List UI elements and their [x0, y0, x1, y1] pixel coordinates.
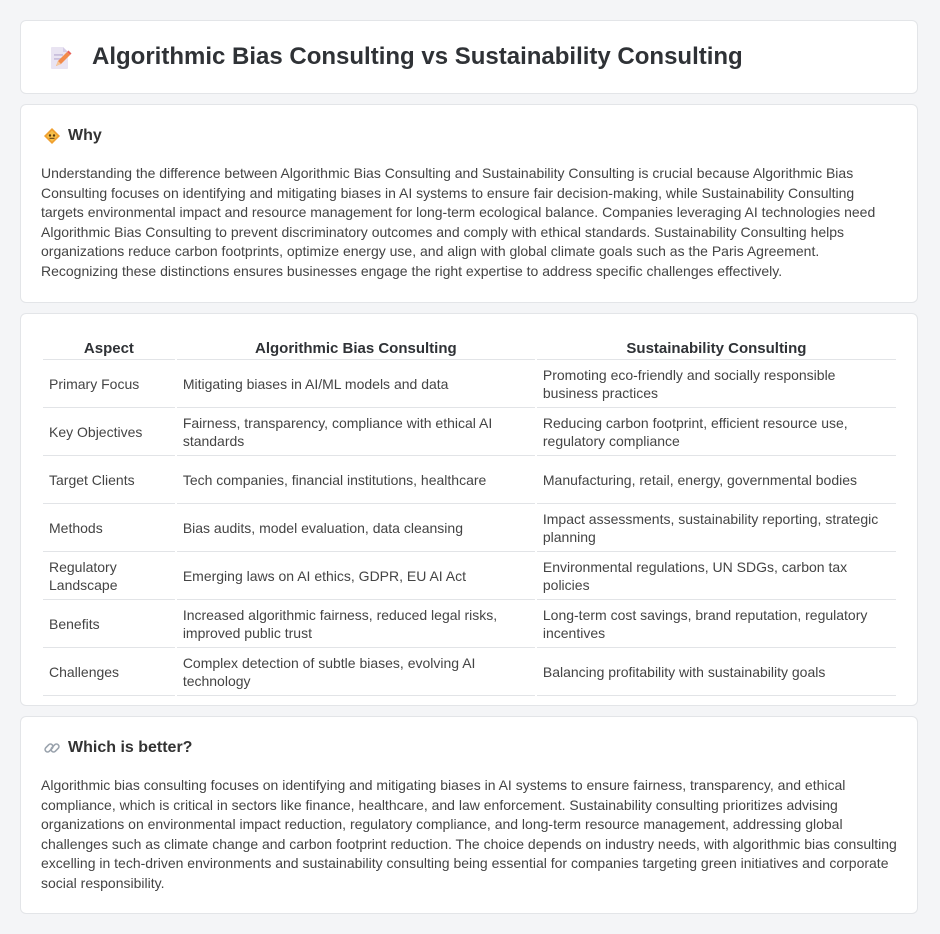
why-header: [43, 125, 102, 147]
aspect-cell: Regulatory Landscape: [43, 552, 175, 600]
table-row: [43, 552, 896, 600]
algorithmic-bias-cell: Tech companies, financial institutions, healthcare: [177, 456, 535, 504]
aspect-cell: Challenges: [43, 648, 175, 696]
sustainability-cell: Impact assessments, sustainability reporting, strategic planning: [537, 504, 896, 552]
which-is-better-heading: Which is better?: [68, 739, 193, 756]
sustainability-cell: Balancing profitability with sustainability goals: [537, 648, 896, 696]
sustainability-cell: Promoting eco-friendly and socially responsible business practices: [537, 360, 896, 408]
sustainability-cell: Reducing carbon footprint, efficient resource use, regulatory compliance: [537, 408, 896, 456]
column-header-aspect: Aspect: [43, 334, 175, 360]
title-card: [20, 20, 918, 94]
algorithmic-bias-cell: Complex detection of subtle biases, evolving AI technology: [177, 648, 535, 696]
diamond-sign-icon: [43, 127, 61, 145]
table-row: [43, 408, 896, 456]
algorithmic-bias-cell: Emerging laws on AI ethics, GDPR, EU AI Act: [177, 552, 535, 600]
table-row: [43, 600, 896, 648]
which-is-better-paragraph: Algorithmic bias consulting focuses on identifying and mitigating biases in AI systems to ensure fairness, transparency, and ethical compliance, which is critical in sectors like finance, healthcare, and law enforcement. Sustainability consulting prioritizes advising organizations on environmental impact reduction, regulatory compliance, and long-term resource management, addressing global challenges such as climate change and carbon footprint reduction. The choice depends on industry needs, with algorithmic bias consulting excelling in tech-driven environments and sustainability consulting being essential for companies targeting green initiatives and corporate social responsibility.: [41, 777, 897, 891]
comparison-table: [41, 334, 898, 696]
why-section: [20, 104, 918, 303]
column-header-algorithmic-bias: Algorithmic Bias Consulting: [177, 334, 535, 360]
aspect-cell: Methods: [43, 504, 175, 552]
algorithmic-bias-cell: Increased algorithmic fairness, reduced legal risks, improved public trust: [177, 600, 535, 648]
why-heading: Why: [68, 127, 102, 144]
sustainability-cell: Environmental regulations, UN SDGs, carbon tax policies: [537, 552, 896, 600]
aspect-cell: Benefits: [43, 600, 175, 648]
table-row: [43, 504, 896, 552]
sustainability-cell: Manufacturing, retail, energy, governmental bodies: [537, 456, 896, 504]
table-row: [43, 360, 896, 408]
table-row: [43, 456, 896, 504]
algorithmic-bias-cell: Bias audits, model evaluation, data cleansing: [177, 504, 535, 552]
aspect-cell: Key Objectives: [43, 408, 175, 456]
aspect-cell: Primary Focus: [43, 360, 175, 408]
table-row: [43, 648, 896, 696]
document-pencil-icon: [47, 45, 73, 71]
algorithmic-bias-cell: Mitigating biases in AI/ML models and data: [177, 360, 535, 408]
why-paragraph: Understanding the difference between Algorithmic Bias Consulting and Sustainability Consulting is crucial because Algorithmic Bias Consulting focuses on identifying and mitigating biases in AI systems to ensure fair decision-making, while Sustainability Consulting targets environmental impact and resource management for long-term ecological balance. Companies leveraging AI technologies need Algorithmic Bias Consulting to prevent discriminatory outcomes and comply with ethical standards. Sustainability Consulting helps organizations reduce carbon footprints, optimize energy use, and align with global climate goals such as the Paris Agreement. Recognizing these distinctions ensures businesses engage the right expertise to address specific challenges effectively.: [41, 165, 876, 279]
sustainability-cell: Long-term cost savings, brand reputation, regulatory incentives: [537, 600, 896, 648]
which-is-better-header: [43, 737, 192, 759]
link-icon: [43, 739, 61, 757]
column-header-sustainability: Sustainability Consulting: [537, 334, 896, 360]
which-is-better-section: [20, 716, 918, 914]
aspect-cell: Target Clients: [43, 456, 175, 504]
algorithmic-bias-cell: Fairness, transparency, compliance with ethical AI standards: [177, 408, 535, 456]
table-header-row: [43, 334, 896, 360]
comparison-section: [20, 313, 918, 706]
page-title: Algorithmic Bias Consulting vs Sustainability Consulting: [92, 43, 743, 70]
